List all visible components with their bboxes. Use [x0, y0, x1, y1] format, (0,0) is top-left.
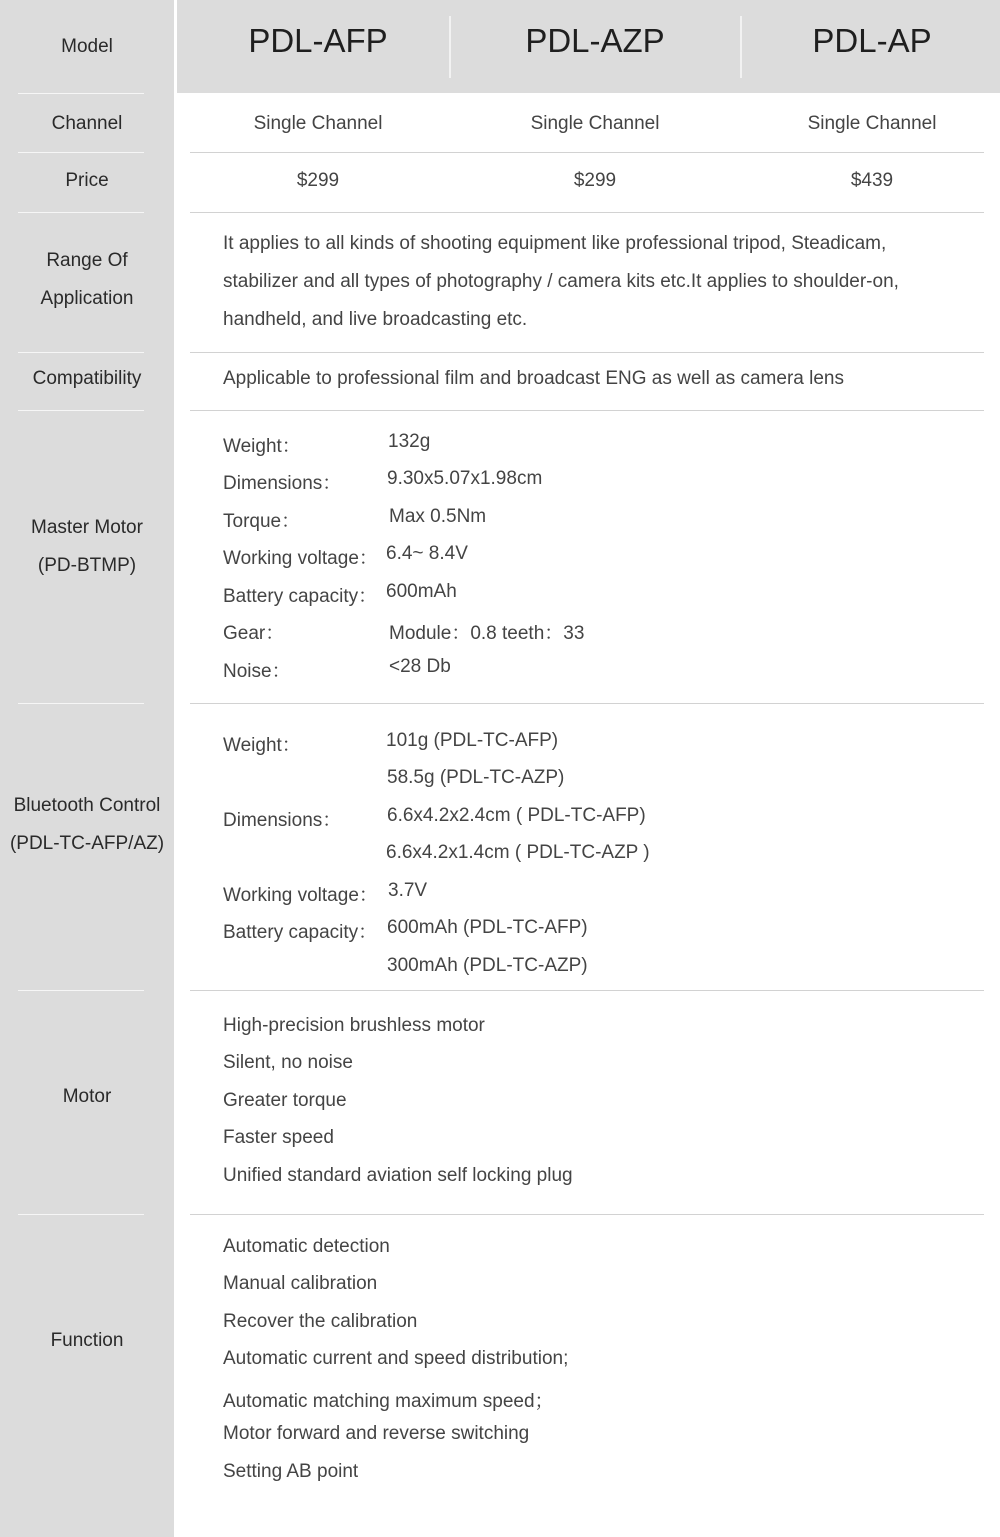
compatibility-text: Applicable to professional film and broadcast ENG as well as camera lens	[223, 368, 844, 389]
label-divider	[18, 212, 144, 213]
label-master-motor-line2: (PD-BTMP)	[37, 555, 137, 576]
label-bluetooth-line1: Bluetooth Control	[13, 795, 161, 816]
spec-key: Weight：	[223, 735, 301, 756]
spec-value: 132g	[388, 431, 431, 452]
model-name-ap: PDL-AP	[812, 22, 932, 59]
function-feature: Automatic current and speed distribution;	[223, 1348, 569, 1369]
model-name-azp: PDL-AZP	[525, 22, 665, 59]
spec-value: 101g (PDL-TC-AFP)	[386, 730, 559, 751]
motor-feature: Unified standard aviation self locking plug	[223, 1165, 573, 1186]
model-name-afp: PDL-AFP	[248, 22, 388, 59]
label-compatibility: Compatibility	[32, 368, 142, 389]
column-divider	[449, 16, 451, 78]
function-feature: Recover the calibration	[223, 1311, 418, 1332]
spec-key: Working voltage：	[223, 885, 378, 906]
row-divider	[190, 1214, 984, 1215]
row-divider	[190, 410, 984, 411]
motor-feature: Greater torque	[223, 1090, 347, 1111]
spec-value: 6.6x4.2x2.4cm ( PDL-TC-AFP)	[387, 805, 646, 826]
spec-value: <28 Db	[389, 656, 451, 677]
function-feature: Automatic detection	[223, 1236, 390, 1257]
function-feature: Setting AB point	[223, 1461, 359, 1482]
label-divider	[18, 410, 144, 411]
spec-key: Torque：	[223, 511, 301, 532]
label-bluetooth-line2: (PDL-TC-AFP/AZ)	[9, 833, 165, 854]
label-divider	[18, 990, 144, 991]
row-divider	[190, 352, 984, 353]
label-divider	[18, 152, 144, 153]
label-price: Price	[65, 170, 109, 191]
spec-key: Dimensions：	[223, 473, 342, 494]
spec-key: Battery capacity：	[223, 922, 378, 943]
label-divider	[18, 1214, 144, 1215]
spec-value: Max 0.5Nm	[389, 506, 487, 527]
column-divider	[740, 16, 742, 78]
price-cell: $439	[850, 170, 894, 191]
spec-value: 58.5g (PDL-TC-AZP)	[387, 767, 565, 788]
channel-cell: Single Channel	[253, 113, 383, 134]
spec-key: Noise：	[223, 661, 291, 682]
spec-key: Dimensions：	[223, 810, 342, 831]
function-feature: Automatic matching maximum speed；	[223, 1391, 554, 1412]
price-cell: $299	[573, 170, 617, 191]
label-divider	[18, 93, 144, 94]
row-divider	[190, 212, 984, 213]
row-divider	[190, 990, 984, 991]
label-divider	[18, 352, 144, 353]
label-function: Function	[50, 1330, 124, 1351]
row-divider	[190, 152, 984, 153]
spec-value: 600mAh (PDL-TC-AFP)	[387, 917, 588, 938]
motor-feature: High-precision brushless motor	[223, 1015, 485, 1036]
motor-feature: Faster speed	[223, 1127, 334, 1148]
channel-cell: Single Channel	[807, 113, 937, 134]
label-column	[0, 0, 174, 1537]
spec-value: Module：0.8 teeth：33	[389, 623, 585, 644]
label-model: Model	[61, 36, 113, 57]
spec-value: 9.30x5.07x1.98cm	[387, 468, 543, 489]
label-divider	[18, 703, 144, 704]
label-master-motor-line1: Master Motor	[31, 517, 143, 538]
price-cell: $299	[296, 170, 340, 191]
spec-value: 600mAh	[386, 581, 457, 602]
spec-value: 6.6x4.2x1.4cm ( PDL-TC-AZP )	[386, 842, 650, 863]
label-motor: Motor	[62, 1086, 112, 1107]
label-range-line1: Range Of	[46, 250, 128, 271]
label-channel: Channel	[51, 113, 123, 134]
spec-value: 6.4~ 8.4V	[386, 543, 468, 564]
channel-cell: Single Channel	[530, 113, 660, 134]
spec-key: Gear：	[223, 623, 285, 644]
spec-value: 3.7V	[388, 880, 428, 901]
row-divider	[190, 703, 984, 704]
range-of-application-text: It applies to all kinds of shooting equipment like professional tripod, Steadicam, stabilizer and all types of photography / camera kits etc.It applies to shoulder-on, handheld, and live broadcasting etc.	[223, 233, 899, 330]
motor-feature: Silent, no noise	[223, 1052, 353, 1073]
function-feature: Motor forward and reverse switching	[223, 1423, 530, 1444]
label-range-line2: Application	[40, 288, 134, 309]
spec-key: Working voltage：	[223, 548, 378, 569]
spec-value: 300mAh (PDL-TC-AZP)	[387, 955, 588, 976]
spec-key: Battery capacity：	[223, 586, 378, 607]
spec-key: Weight：	[223, 436, 301, 457]
function-feature: Manual calibration	[223, 1273, 378, 1294]
